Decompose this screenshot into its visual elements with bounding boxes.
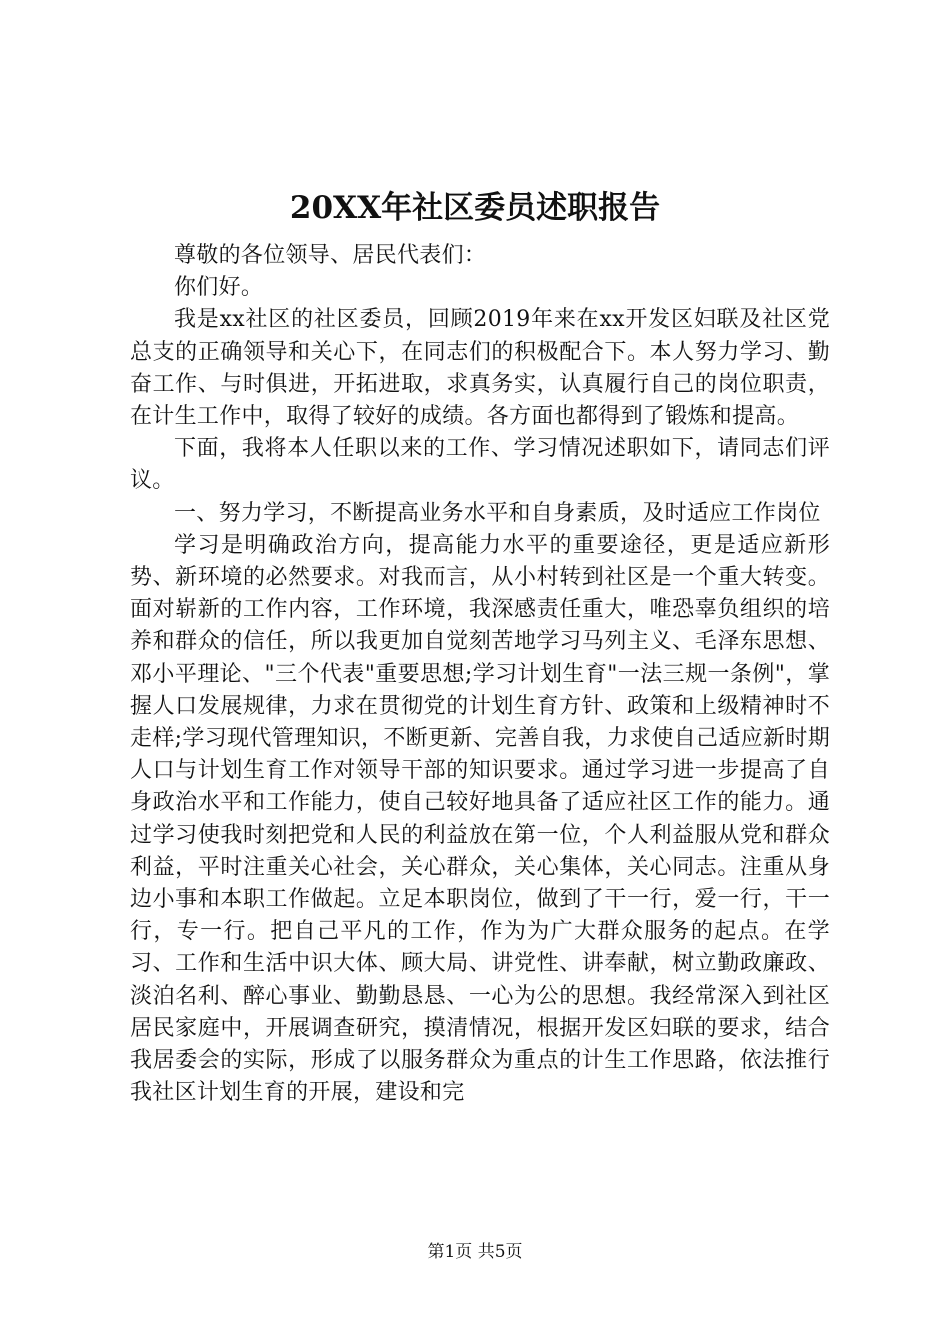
salutation: 尊敬的各位领导、居民代表们： <box>174 243 487 268</box>
body-paragraph: 下面，我将本人任职以来的工作、学习情况述职如下，请同志们评议。 <box>130 436 830 494</box>
body-paragraph: 学习是明确政治方向，提高能力水平的重要途径，更是适应新形势、新环境的必然要求。对我而言，从小村转到社区是一个重大转变。面对崭新的工作内容，工作环境，我深感责任重大，唯恐辜负组织的培养和群众的信任，所以我更加自觉刻苦地学习马列主义、毛泽东思想、邓小平理论、"三个代表"重要思想;学习计划生育"一法三规一条例"，掌握人口发展规律，力求在贯彻党的计划生育方针、政策和上级精神时不走样;学习现代管理知识，不断更新、完善自我，力求使自己适应新时期人口与计划生育工作对领导干部的知识要求。通过学习进一步提高了自身政治水平和工作能力，使自己较好地具备了适应社区工作的能力。通过学习使我时刻把党和人民的利益放在第一位，个人利益服从党和群众利益，平时注重关心社会，关心群众，关心集体，关心同志。注重从身边小事和本职工作做起。立足本职岗位，做到了干一行，爱一行，干一行，专一行。把自己平凡的工作，作为为广大群众服务的起点。在学习、工作和生活中识大体、顾大局、讲党性、讲奉献，树立勤政廉政、淡泊名利、醉心事业、勤勤恳恳、一心为公的思想。我经常深入到社区居民家庭中，开展调查研究，摸清情况，根据开发区妇联的要求，结合我居委会的实际，形成了以服务群众为重点的计生工作思路，依法推行我社区计划生育的开展，建设和完 <box>130 532 830 1106</box>
body-paragraph: 我是xx社区的社区委员，回顾2019年来在xx开发区妇联及社区党总支的正确领导和关心下，在同志们的积极配合下。本人努力学习、勤奋工作、与时俱进，开拓进取，求真务实，认真履行自己的岗位职责，在计生工作中，取得了较好的成绩。各方面也都得到了锻炼和提高。 <box>130 307 830 430</box>
page-footer: 第1页 共5页 <box>427 1242 523 1262</box>
document-title: 20XX年社区委员述职报告 <box>289 190 661 226</box>
section-heading: 一、努力学习，不断提高业务水平和自身素质，及时适应工作岗位 <box>174 500 821 526</box>
greeting: 你们好。 <box>174 275 264 301</box>
document-body <box>130 240 830 1109</box>
